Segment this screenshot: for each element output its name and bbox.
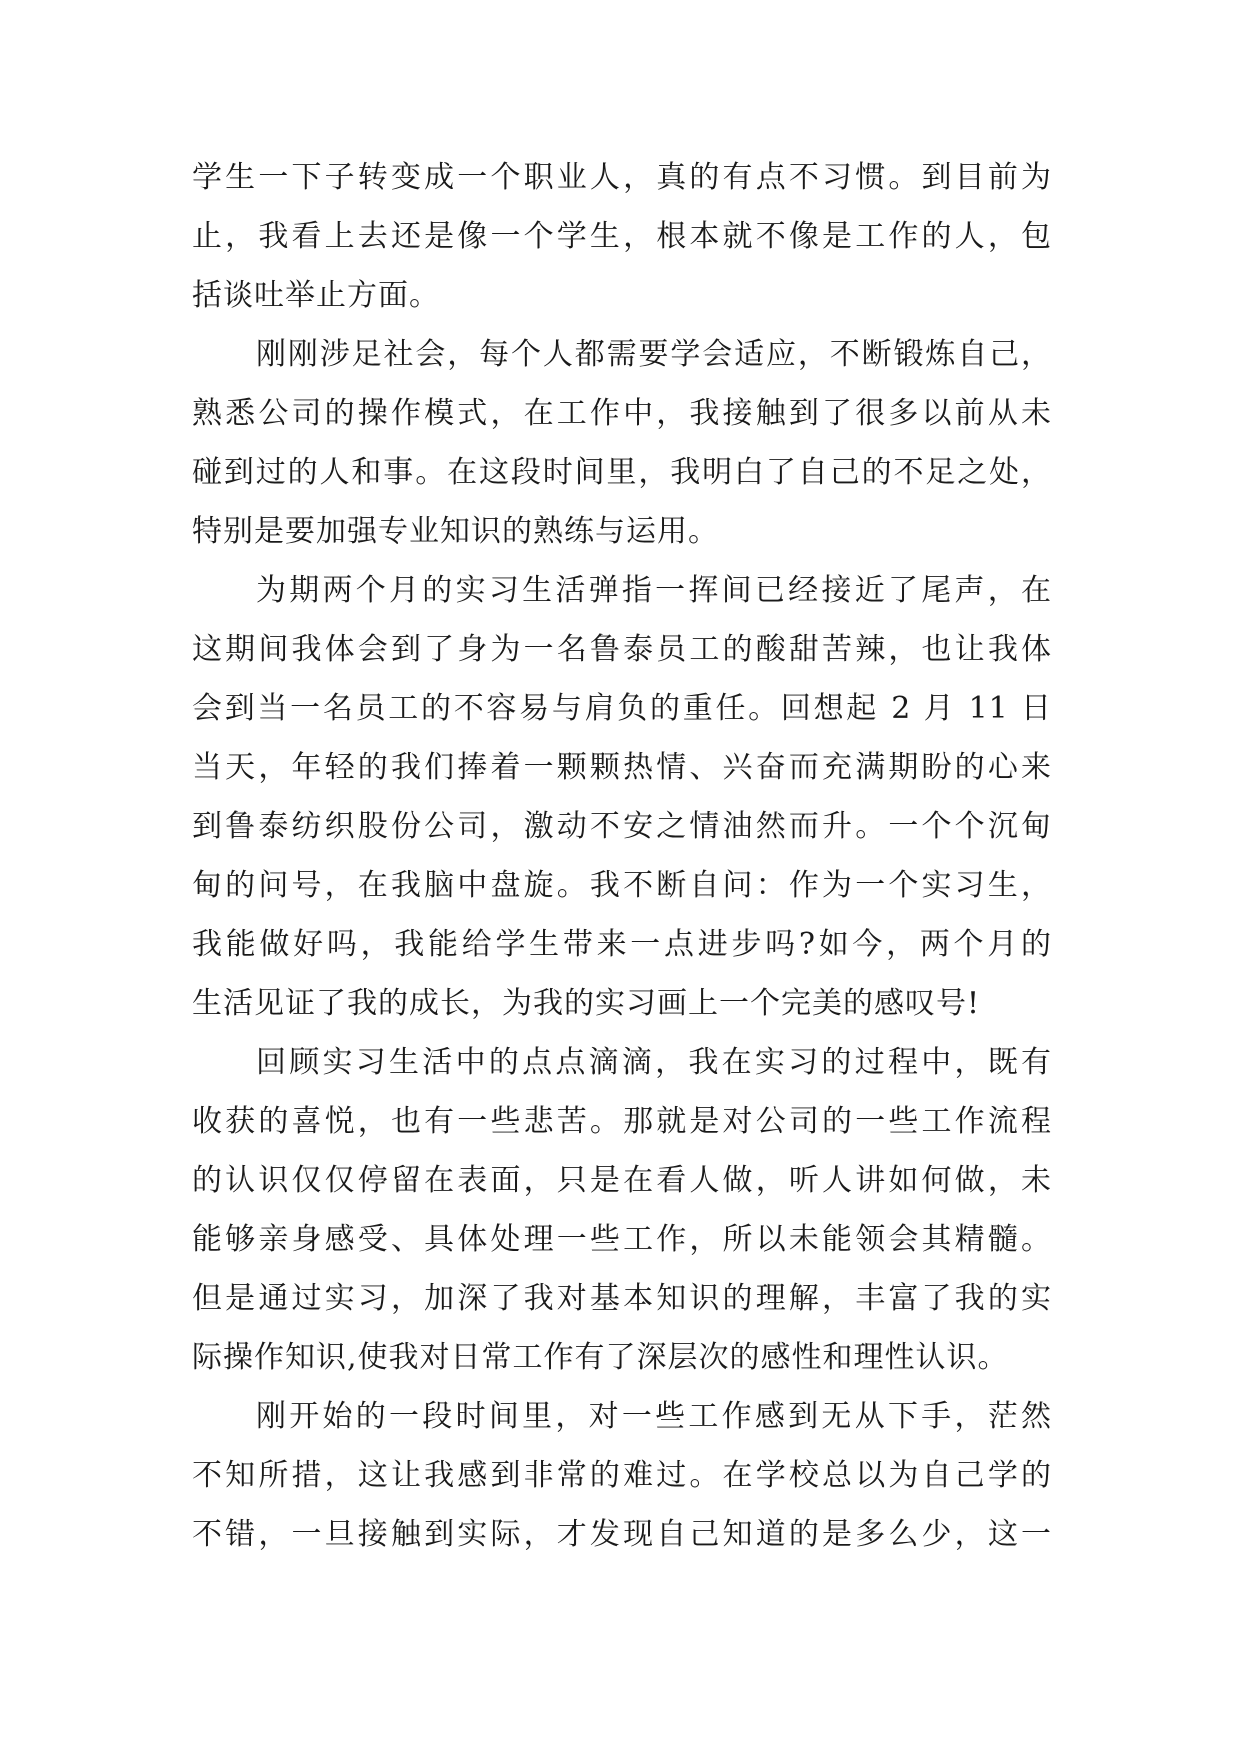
text-line: 特别是要加强专业知识的熟练与运用。	[192, 514, 719, 549]
text-line: 甸的问号，在我脑中盘旋。我不断自问：作为一个实习生，	[192, 868, 1052, 903]
paragraph-2	[192, 325, 1052, 561]
text-line: 括谈吐举止方面。	[192, 278, 440, 313]
paragraph-1	[192, 148, 1052, 325]
text-line: 我能做好吗，我能给学生带来一点进步吗?如今，两个月的	[192, 927, 1052, 962]
text-line: 生活见证了我的成长，为我的实习画上一个完美的感叹号!	[192, 986, 981, 1021]
text-line: 这期间我体会到了身为一名鲁泰员工的酸甜苦辣，也让我体	[192, 632, 1052, 667]
text-line: 际操作知识,使我对日常工作有了深层次的感性和理性认识。	[192, 1340, 1009, 1375]
text-line: 的认识仅仅停留在表面，只是在看人做，听人讲如何做，未	[192, 1163, 1052, 1198]
text-line: 收获的喜悦，也有一些悲苦。那就是对公司的一些工作流程	[192, 1104, 1052, 1139]
text-line: 学生一下子转变成一个职业人，真的有点不习惯。到目前为	[192, 160, 1052, 195]
text-line: 熟悉公司的操作模式，在工作中，我接触到了很多以前从未	[192, 396, 1052, 431]
text-line: 止，我看上去还是像一个学生，根本就不像是工作的人，包	[192, 219, 1052, 254]
text-line: 当天，年轻的我们捧着一颗颗热情、兴奋而充满期盼的心来	[192, 750, 1052, 785]
text-line: 回顾实习生活中的点点滴滴，我在实习的过程中，既有	[256, 1045, 1052, 1080]
text-line: 刚刚涉足社会，每个人都需要学会适应，不断锻炼自己，	[256, 337, 1052, 372]
text-line: 碰到过的人和事。在这段时间里，我明白了自己的不足之处，	[192, 455, 1052, 490]
paragraph-4	[192, 1033, 1052, 1387]
document-body	[192, 148, 1052, 1564]
text-line: 但是通过实习，加深了我对基本知识的理解，丰富了我的实	[192, 1281, 1052, 1316]
text-line: 会到当一名员工的不容易与肩负的重任。回想起 2 月 11 日	[192, 691, 1052, 726]
text-line: 不知所措，这让我感到非常的难过。在学校总以为自己学的	[192, 1458, 1052, 1493]
paragraph-5	[192, 1387, 1052, 1564]
text-line: 能够亲身感受、具体处理一些工作，所以未能领会其精髓。	[192, 1222, 1052, 1257]
text-line: 刚开始的一段时间里，对一些工作感到无从下手，茫然	[256, 1399, 1052, 1434]
text-line: 到鲁泰纺织股份公司，激动不安之情油然而升。一个个沉甸	[192, 809, 1052, 844]
paragraph-3	[192, 561, 1052, 1033]
text-line: 不错，一旦接触到实际，才发现自己知道的是多么少，这一	[192, 1517, 1052, 1552]
text-line: 为期两个月的实习生活弹指一挥间已经接近了尾声，在	[256, 573, 1052, 608]
